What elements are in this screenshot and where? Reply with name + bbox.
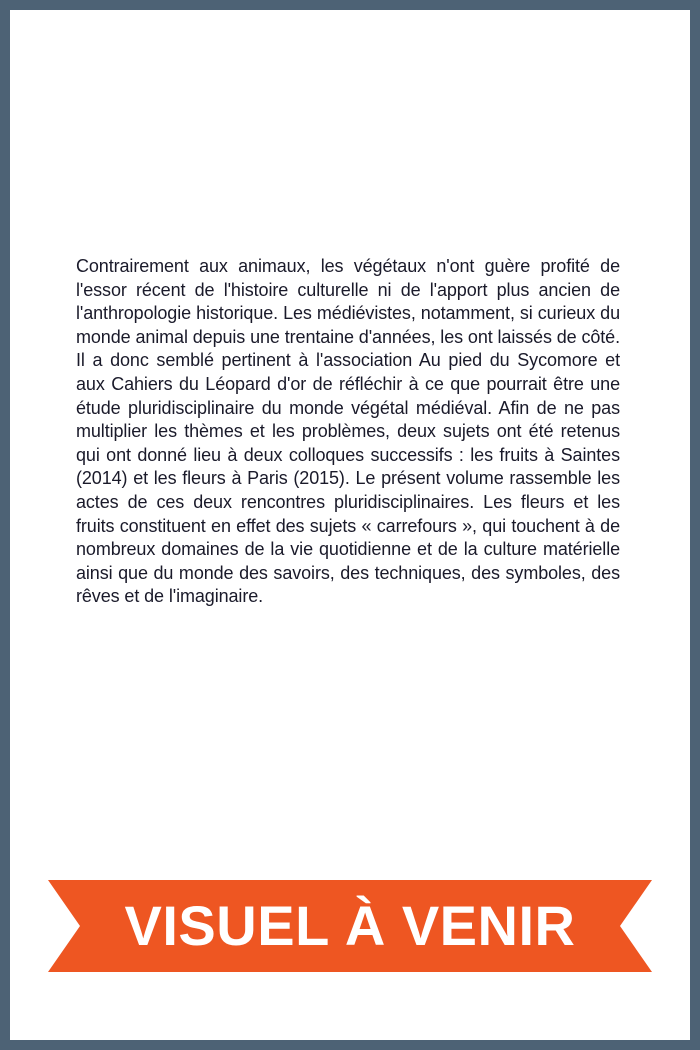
cover-page <box>10 10 690 1040</box>
description-text: Contrairement aux animaux, les végétaux n'ont guère profité de l'essor récent de l'histoire culturelle ni de l'apport plus ancien de l'anthropologie historique. Les médiévistes, notamment, si curieux du monde animal depuis une trentaine d'années, les ont laissés de côté. Il a donc semblé pertinent à l'association Au pied du Sycomore et aux Cahiers du Léopard d'or de réfléchir à ce que pourrait être une étude pluridisciplinaire du monde végétal médiéval. Afin de ne pas multiplier les thèmes et les problèmes, deux sujets ont été retenus qui ont donné lieu à deux colloques successifs : les fruits à Saintes (2014) et les fleurs à Paris (2015). Le présent volume rassemble les actes de ces deux rencontres pluridisciplinaires. Les fleurs et les fruits constituent en effet des sujets « carrefours », qui touchent à de nombreux domaines de la vie quotidienne et de la culture matérielle ainsi que du monde des savoirs, des techniques, des symboles, des rêves et de l'imaginaire. <box>76 256 620 607</box>
banner-label: VISUEL À VENIR <box>124 894 576 957</box>
coming-soon-banner <box>48 880 652 972</box>
